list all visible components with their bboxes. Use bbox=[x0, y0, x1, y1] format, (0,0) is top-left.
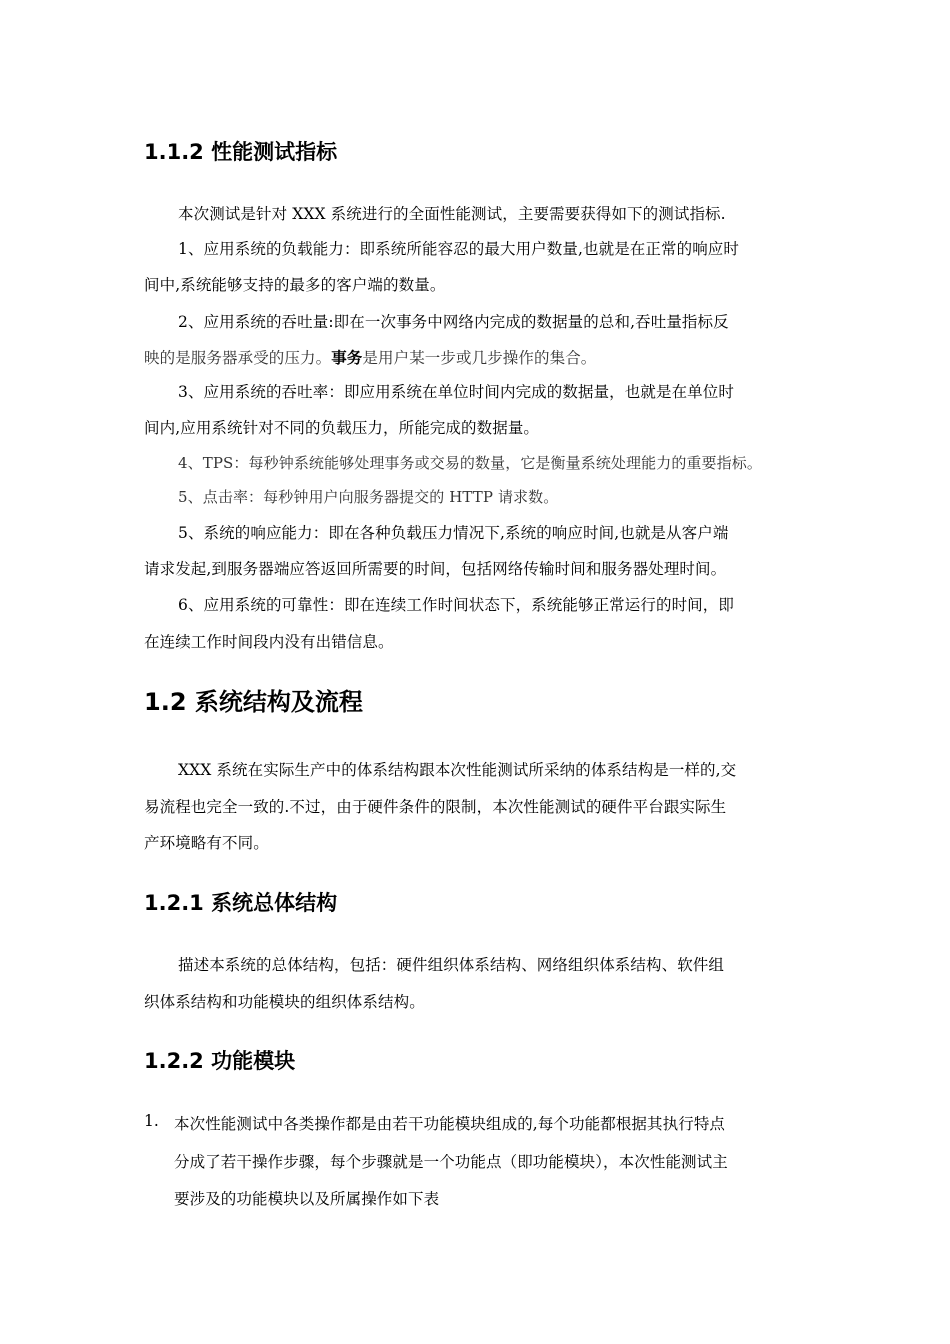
heading-1-1-2: 1.1.2 性能测试指标 bbox=[144, 140, 338, 164]
metric-6-line-1: 6、应用系统的可靠性：即在连续工作时间状态下，系统能够正常运行的时间，即 bbox=[178, 596, 734, 614]
metric-4-tps: 4、TPS：每秒钟系统能够处理事务或交易的数量，它是衡量系统处理能力的重要指标。 bbox=[178, 454, 762, 472]
metric-5-response-line-2: 请求发起,到服务器端应答返回所需要的时间，包括网络传输时间和服务器处理时间。 bbox=[144, 560, 727, 578]
list-number: 1. bbox=[144, 1112, 159, 1130]
metric-3-line-1: 3、应用系统的吞吐率：即应用系统在单位时间内完成的数据量，也就是在单位时 bbox=[178, 383, 734, 401]
function-list-line-2: 分成了若干操作步骤，每个步骤就是一个功能点（即功能模块），本次性能测试主 bbox=[174, 1153, 728, 1171]
metric-2-line-1: 2、应用系统的吞吐量:即在一次事务中网络内完成的数据量的总和,吞吐量指标反 bbox=[178, 313, 729, 331]
paragraph-intro: 本次测试是针对 XXX 系统进行的全面性能测试，主要需要获得如下的测试指标. bbox=[178, 205, 726, 223]
structure-para-line-2: 易流程也完全一致的.不过，由于硬件条件的限制，本次性能测试的硬件平台跟实际生 bbox=[144, 798, 727, 816]
structure-para-line-3: 产环境略有不同。 bbox=[144, 834, 269, 852]
structure-para-line-1: XXX 系统在实际生产中的体系结构跟本次性能测试所采纳的体系结构是一样的,交 bbox=[178, 761, 737, 779]
metric-1-line-2: 间中,系统能够支持的最多的客户端的数量。 bbox=[144, 276, 446, 294]
metric-3-line-2: 间内,应用系统针对不同的负载压力，所能完成的数据量。 bbox=[144, 419, 540, 437]
metric-2-line-2-post: 是用户某一步或几步操作的集合。 bbox=[362, 349, 597, 367]
function-list-line-1: 本次性能测试中各类操作都是由若干功能模块组成的,每个功能都根据其执行特点 bbox=[174, 1115, 726, 1133]
function-list-line-3: 要涉及的功能模块以及所属操作如下表 bbox=[174, 1190, 440, 1208]
metric-5-response-line-1: 5、系统的响应能力：即在各种负载压力情况下,系统的响应时间,也就是从客户端 bbox=[178, 524, 729, 542]
metric-1-line-1: 1、应用系统的负载能力：即系统所能容忍的最大用户数量,也就是在正常的响应时 bbox=[178, 240, 739, 258]
metric-2-line-2-pre: 映的是服务器承受的压力。 bbox=[144, 349, 332, 367]
overall-structure-line-1: 描述本系统的总体结构，包括：硬件组织体系结构、网络组织体系结构、软件组 bbox=[178, 956, 725, 974]
heading-1-2: 1.2 系统结构及流程 bbox=[144, 688, 363, 716]
heading-1-2-1: 1.2.1 系统总体结构 bbox=[144, 891, 338, 915]
metric-6-line-2: 在连续工作时间段内没有出错信息。 bbox=[144, 633, 394, 651]
heading-1-2-2: 1.2.2 功能模块 bbox=[144, 1049, 296, 1073]
metric-2-line-2 bbox=[144, 346, 596, 368]
metric-5-click-rate: 5、点击率：每秒钟用户向服务器提交的 HTTP 请求数。 bbox=[178, 488, 559, 506]
transaction-term: 事务 bbox=[331, 348, 363, 367]
overall-structure-line-2: 织体系结构和功能模块的组织体系结构。 bbox=[144, 993, 425, 1011]
